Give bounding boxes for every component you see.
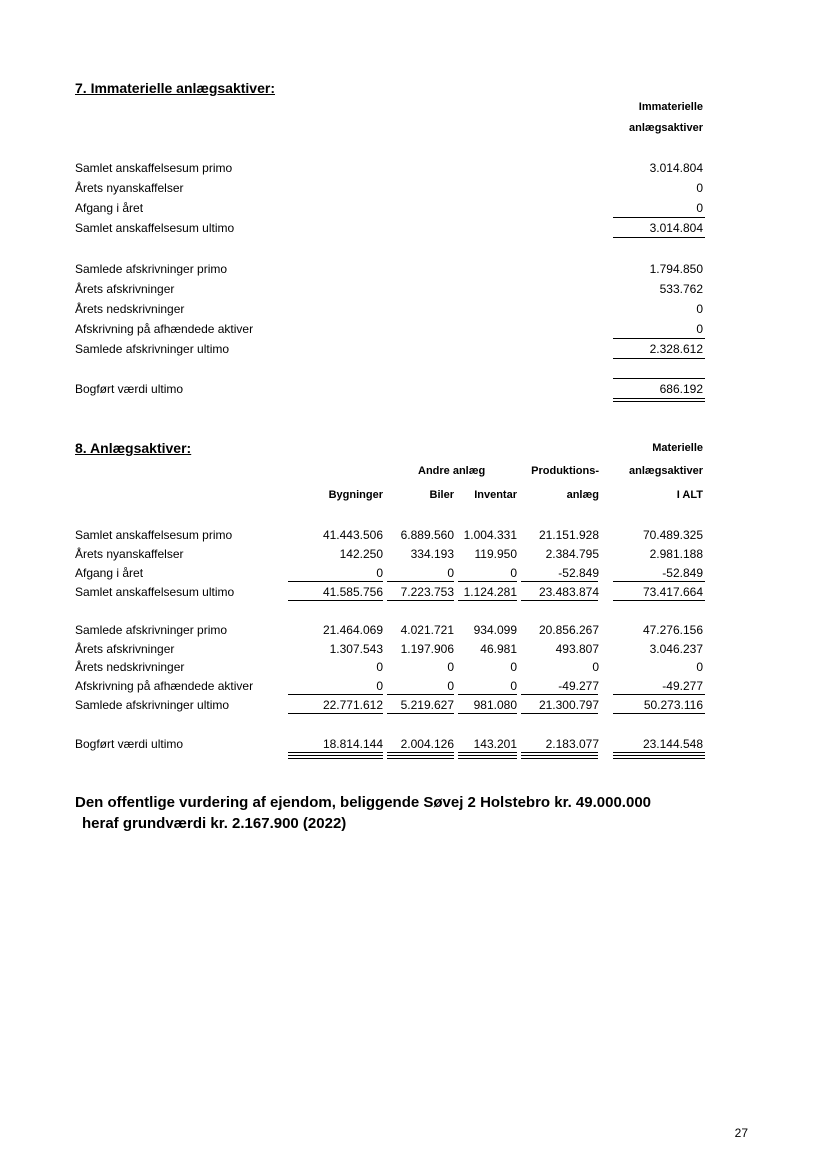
section8-cell-biler: 6.889.560: [400, 528, 454, 542]
section8-row-label: Afgang i året: [75, 566, 144, 580]
section7-col-header-2: anlægsaktiver: [629, 122, 703, 134]
section7-row-label: Samlet anskaffelsesum ultimo: [75, 221, 235, 235]
section7-row-value: 0: [696, 322, 703, 336]
section8-row-label: Årets afskrivninger: [75, 642, 175, 656]
section8-cell-inventar: 143.201: [473, 737, 517, 751]
section8-cell-i-alt: 3.046.237: [649, 642, 703, 656]
section8-cell-bygninger: 0: [376, 679, 383, 693]
section8-cell-bygninger: 0: [376, 660, 383, 674]
section8-cell-anlaeg: 20.856.267: [538, 623, 599, 637]
section8-rule: [387, 581, 454, 582]
section7-row-label: Årets nedskrivninger: [75, 302, 185, 316]
section8-col-i-alt: I ALT: [676, 489, 703, 501]
section8-header-anlaegsaktiver: anlægsaktiver: [629, 465, 703, 477]
section7-row-value: 3.014.804: [649, 221, 703, 235]
section8-cell-inventar: 0: [510, 566, 517, 580]
section8-cell-i-alt: 2.981.188: [649, 547, 703, 561]
section8-double-rule: [613, 755, 705, 759]
section7-rule: [613, 237, 705, 238]
section8-cell-biler: 0: [447, 660, 454, 674]
section8-cell-i-alt: 70.489.325: [642, 528, 703, 542]
section8-cell-bygninger: 142.250: [339, 547, 383, 561]
section7-rule: [613, 358, 705, 359]
section8-header-materielle: Materielle: [652, 442, 703, 454]
section8-rule: [288, 581, 383, 582]
section8-cell-bygninger: 41.443.506: [322, 528, 383, 542]
section8-cell-anlaeg: -52.849: [558, 566, 599, 580]
section8-col-inventar: Inventar: [474, 489, 517, 501]
section8-rule: [387, 752, 454, 753]
section8-row-label: Årets nyanskaffelser: [75, 547, 184, 561]
section8-cell-inventar: 1.124.281: [463, 585, 517, 599]
section8-rule: [613, 752, 705, 753]
section8-cell-bygninger: 1.307.543: [329, 642, 383, 656]
section8-rule: [288, 752, 383, 753]
section8-cell-anlaeg: 493.807: [555, 642, 599, 656]
section8-cell-bygninger: 0: [376, 566, 383, 580]
section8-row-label: Afskrivning på afhændede aktiver: [75, 679, 254, 693]
section8-row-label: Samlet anskaffelsesum ultimo: [75, 585, 235, 599]
section8-rule: [613, 694, 705, 695]
section8-cell-anlaeg: 23.483.874: [538, 585, 599, 599]
section8-cell-bygninger: 21.464.069: [322, 623, 383, 637]
section8-rule: [288, 600, 383, 601]
section8-rule: [521, 752, 598, 753]
section7-row-value: 0: [696, 181, 703, 195]
section8-cell-inventar: 934.099: [473, 623, 517, 637]
section8-header-andre-anlaeg: Andre anlæg: [418, 465, 486, 477]
section8-cell-biler: 1.197.906: [400, 642, 454, 656]
section8-cell-anlaeg: 21.300.797: [538, 698, 599, 712]
section8-row-label: Samlede afskrivninger primo: [75, 623, 228, 637]
section7-row-label: Årets afskrivninger: [75, 282, 175, 296]
section8-cell-anlaeg: 21.151.928: [538, 528, 599, 542]
section8-rule: [458, 581, 517, 582]
page-number: 27: [734, 1126, 748, 1140]
section8-double-rule: [387, 755, 454, 759]
section7-row-value: 1.794.850: [649, 262, 703, 276]
section8-cell-inventar: 981.080: [473, 698, 517, 712]
section8-cell-i-alt: 0: [696, 660, 703, 674]
section8-double-rule: [288, 755, 383, 759]
section8-cell-bygninger: 41.585.756: [322, 585, 383, 599]
section8-cell-inventar: 0: [510, 679, 517, 693]
section8-cell-i-alt: -52.849: [662, 566, 703, 580]
section8-cell-i-alt: 73.417.664: [642, 585, 703, 599]
section8-col-bygninger: Bygninger: [328, 489, 383, 501]
section7-row-label: Samlede afskrivninger ultimo: [75, 342, 230, 356]
section8-rule: [387, 694, 454, 695]
section7-double-rule: [613, 398, 705, 402]
section8-rule: [458, 752, 517, 753]
section8-cell-biler: 2.004.126: [400, 737, 454, 751]
section8-cell-inventar: 46.981: [480, 642, 517, 656]
section7-row-value: 0: [696, 302, 703, 316]
section7-row-label: Årets nyanskaffelser: [75, 181, 184, 195]
section8-rule: [613, 600, 705, 601]
section8-cell-inventar: 119.950: [474, 547, 517, 561]
land-value-note: heraf grundværdi kr. 2.167.900 (2022): [82, 815, 347, 832]
section8-double-rule: [458, 755, 517, 759]
section8-cell-anlaeg: 2.384.795: [545, 547, 599, 561]
section8-cell-biler: 4.021.721: [400, 623, 454, 637]
section7-row-label: Afskrivning på afhændede aktiver: [75, 322, 254, 336]
section7-rule: [613, 338, 705, 339]
section8-rule: [521, 581, 598, 582]
section8-header-produktions: Produktions-: [531, 465, 599, 477]
section8-rule: [521, 713, 598, 714]
section8-row-label: Samlede afskrivninger ultimo: [75, 698, 230, 712]
section8-rule: [387, 600, 454, 601]
section7-row-label: Samlet anskaffelsesum primo: [75, 161, 233, 175]
section8-rule: [521, 600, 598, 601]
section8-cell-biler: 334.193: [410, 547, 454, 561]
section8-rule: [288, 713, 383, 714]
section7-row-value: 533.762: [659, 282, 703, 296]
section8-rule: [458, 713, 517, 714]
property-valuation-note: Den offentlige vurdering af ejendom, beliggende Søvej 2 Holstebro kr. 49.000.000: [75, 794, 651, 811]
section7-rule: [613, 378, 705, 379]
section7-col-header-1: Immaterielle: [638, 101, 703, 113]
section8-col-anlaeg: anlæg: [566, 489, 599, 501]
section8-cell-i-alt: 50.273.116: [643, 698, 703, 712]
section8-cell-biler: 0: [447, 566, 454, 580]
section8-row-label: Årets nedskrivninger: [75, 660, 185, 674]
section8-rule: [521, 694, 598, 695]
section7-row-value: 686.192: [659, 382, 703, 396]
section8-cell-anlaeg: -49.277: [558, 679, 599, 693]
section7-row-value: 3.014.804: [649, 161, 703, 175]
section7-row-value: 0: [696, 201, 703, 215]
section7-row-label: Samlede afskrivninger primo: [75, 262, 228, 276]
section8-rule: [458, 600, 517, 601]
section8-double-rule: [521, 755, 598, 759]
section8-cell-i-alt: 23.144.548: [642, 737, 703, 751]
section8-cell-biler: 7.223.753: [400, 585, 454, 599]
section8-rule: [288, 694, 383, 695]
section8-row-label: Bogført værdi ultimo: [75, 737, 184, 751]
section8-cell-inventar: 1.004.331: [463, 528, 517, 542]
section8-rule: [613, 713, 705, 714]
section8-cell-i-alt: -49.277: [662, 679, 703, 693]
section8-cell-i-alt: 47.276.156: [642, 623, 703, 637]
section8-rule: [387, 713, 454, 714]
section8-title: 8. Anlægsaktiver:: [75, 440, 192, 456]
section8-col-biler: Biler: [429, 489, 454, 501]
section8-cell-anlaeg: 2.183.077: [545, 737, 599, 751]
section8-cell-bygninger: 18.814.144: [322, 737, 383, 751]
section7-rule: [613, 217, 705, 218]
section7-row-label: Bogført værdi ultimo: [75, 382, 184, 396]
section8-cell-biler: 5.219.627: [400, 698, 454, 712]
section7-row-value: 2.328.612: [649, 342, 703, 356]
section8-cell-anlaeg: 0: [592, 660, 599, 674]
section7-row-label: Afgang i året: [75, 201, 144, 215]
section8-cell-inventar: 0: [510, 660, 517, 674]
section8-cell-biler: 0: [447, 679, 454, 693]
section8-rule: [613, 581, 705, 582]
section8-cell-bygninger: 22.771.612: [322, 698, 383, 712]
section8-rule: [458, 694, 517, 695]
section7-title: 7. Immaterielle anlægsaktiver:: [75, 80, 275, 96]
section8-row-label: Samlet anskaffelsesum primo: [75, 528, 233, 542]
